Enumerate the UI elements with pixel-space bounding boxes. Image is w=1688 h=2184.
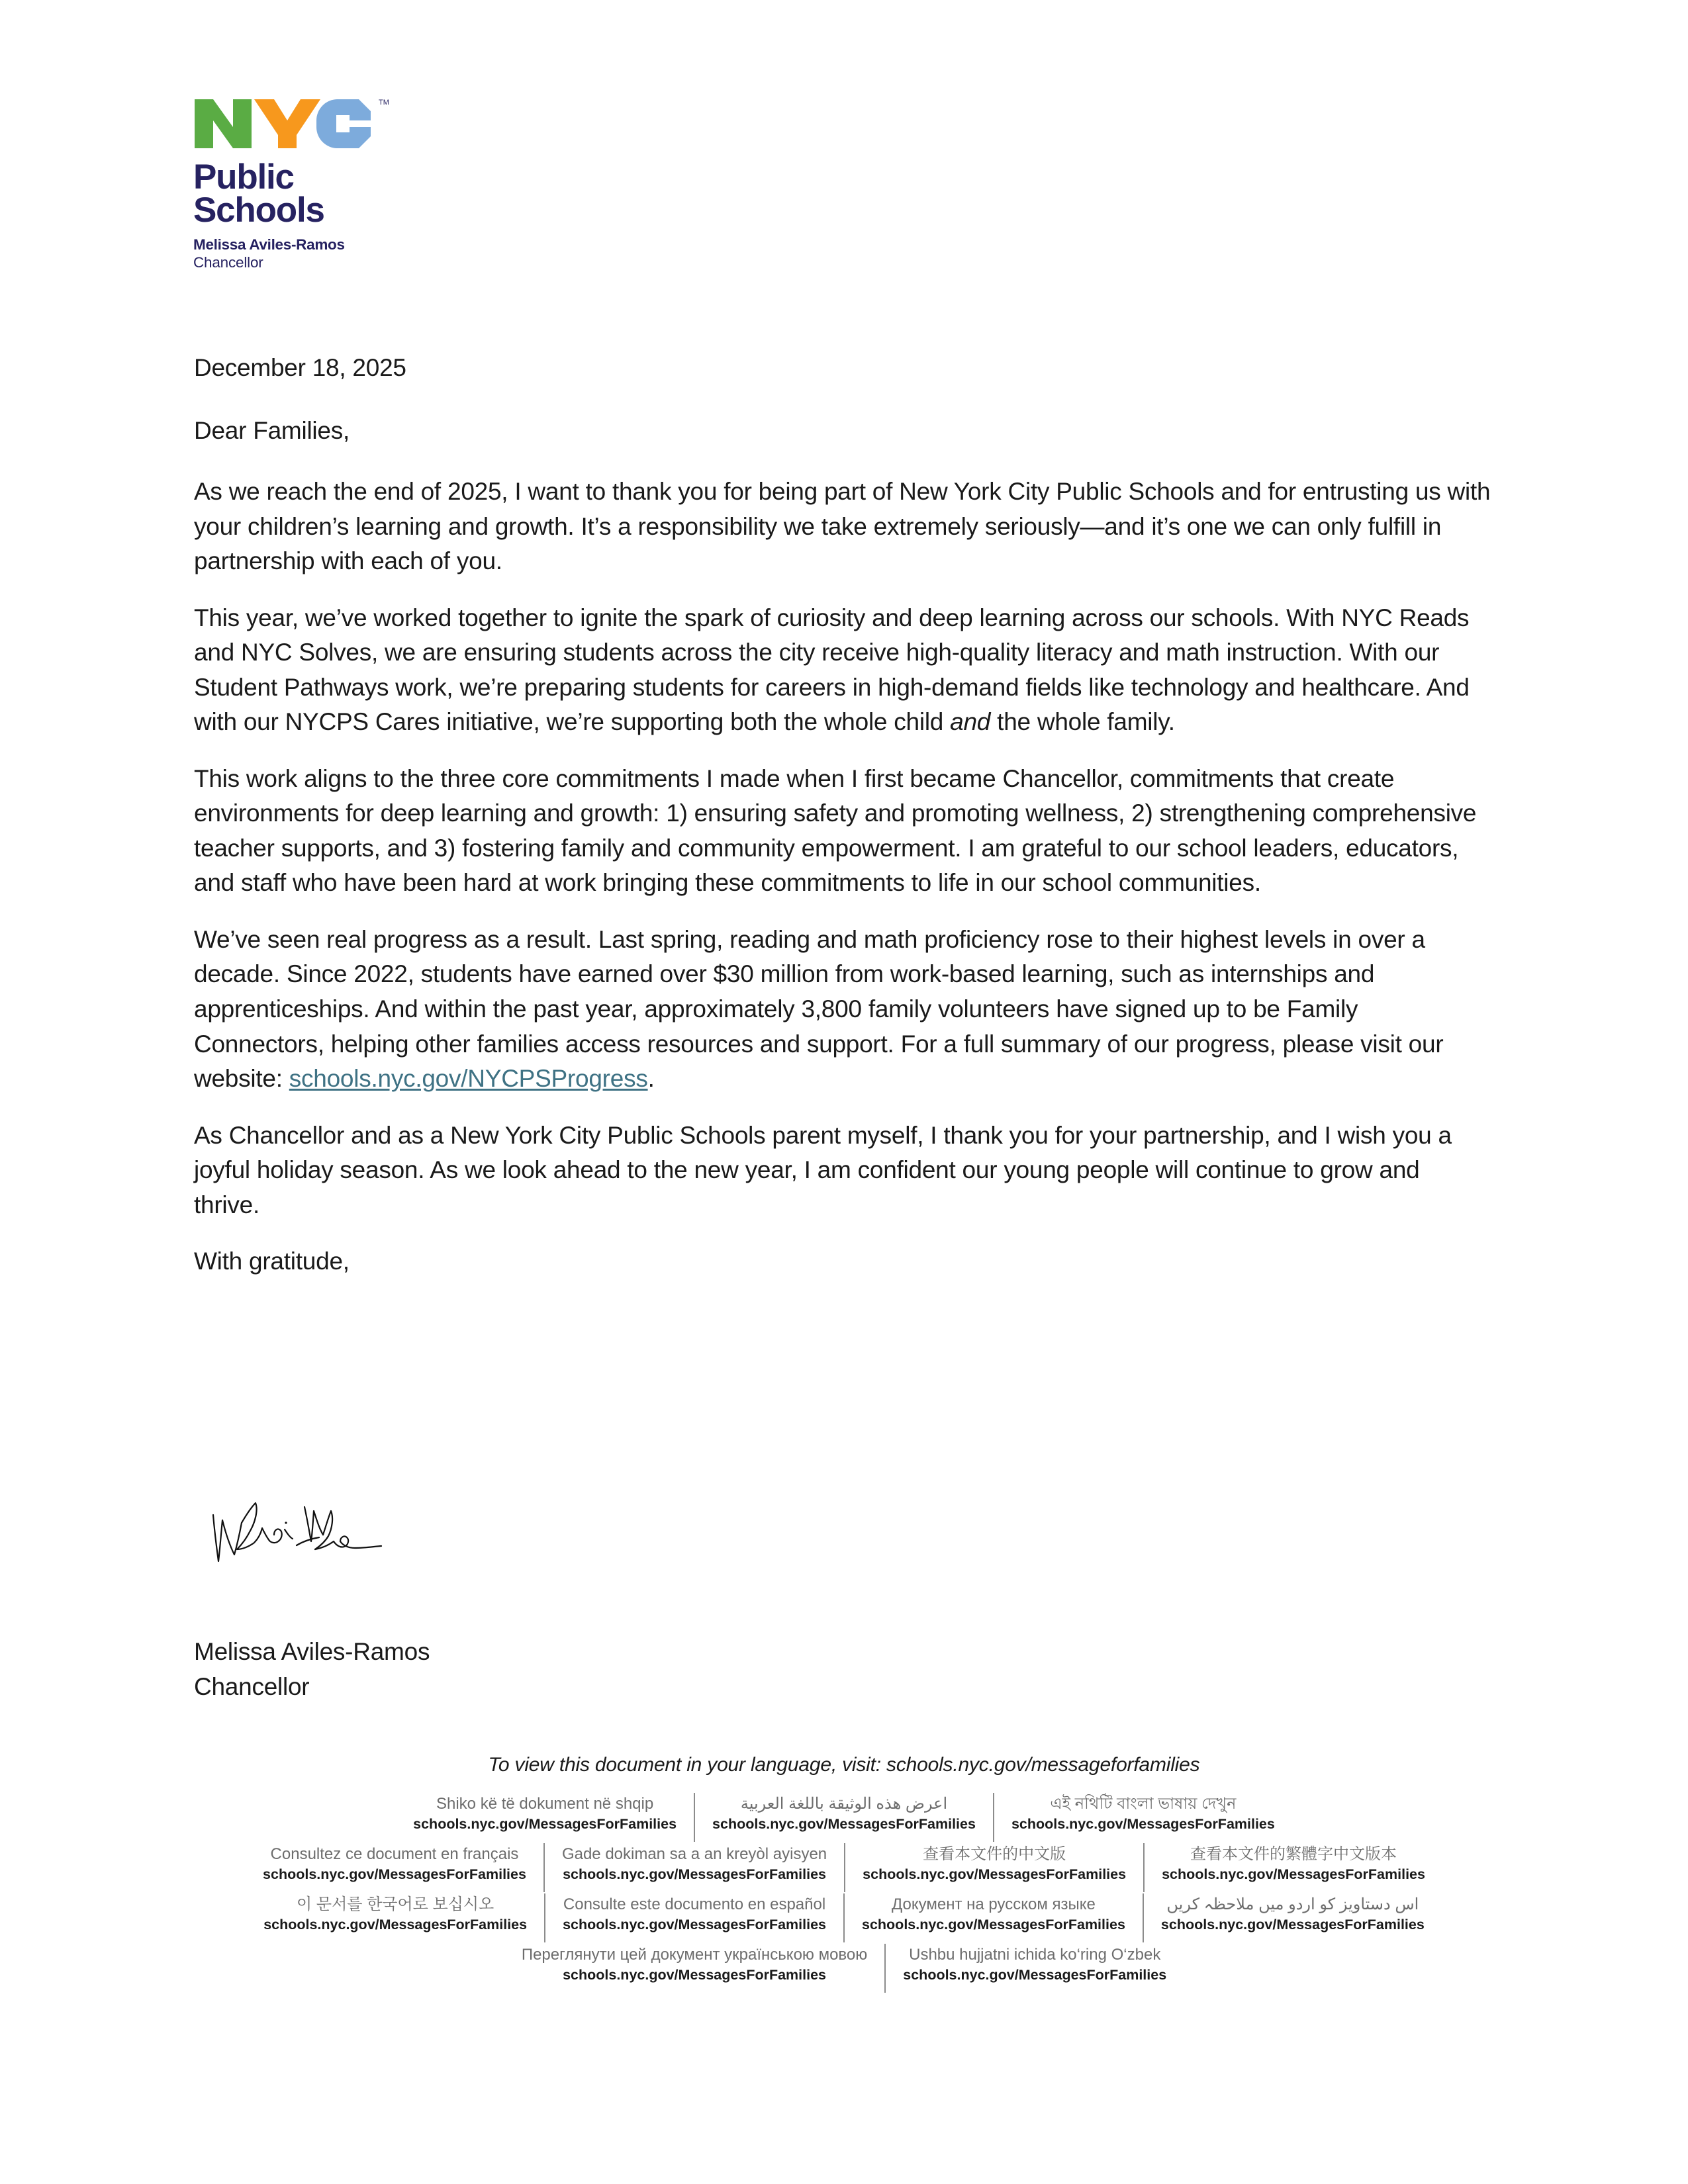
language-grid bbox=[0, 1793, 1688, 1993]
logo-chancellor-title: Chancellor bbox=[193, 253, 263, 271]
letter-salutation: Dear Families, bbox=[194, 416, 350, 444]
language-link-cell[interactable] bbox=[545, 1843, 845, 1892]
signature-block bbox=[194, 1635, 430, 1704]
translation-footer bbox=[0, 1754, 1688, 1994]
letter-paragraph-3: This work aligns to the three core commitments I made when I first became Chancellor, commitments that create environments for deep learning and growth: 1) ensuring safety and promoting wellness, 2) strengthening comprehensive teacher supports, and 3) fostering family and community empowerment. I am grateful to our school leaders, educators, and staff who have been hard at work bringing these commitments to life in our school communities. bbox=[194, 764, 1477, 897]
language-link-cell[interactable] bbox=[504, 1944, 886, 1993]
paragraph-4-text-b: . bbox=[647, 1065, 655, 1093]
language-row bbox=[0, 1944, 1688, 1993]
language-label: Переглянути цей документ українською мовою bbox=[521, 1946, 868, 1964]
language-url[interactable]: schools.nyc.gov/MessagesForFamilies bbox=[413, 1816, 677, 1832]
nycps-logo bbox=[193, 93, 412, 271]
language-link-cell[interactable] bbox=[845, 1843, 1145, 1892]
language-link-cell[interactable] bbox=[545, 1893, 845, 1942]
language-label: 이 문서를 한국어로 보십시오 bbox=[297, 1895, 494, 1913]
nycps-progress-link[interactable]: schools.nyc.gov/NYCPSProgress bbox=[289, 1065, 648, 1093]
paragraph-4-text-a: We’ve seen real progress as a result. Last spring, reading and math proficiency rose to their highest levels in over a decade. Since 2022, students have earned over $30 million from work-based learning, such as internships and apprenticeships. And within the past year, approximately 3,800 family volunteers have signed up to be Family Connectors, helping other families access resources and support. For a full summary of our progress, please visit our website: bbox=[194, 925, 1444, 1093]
signer-name: Melissa Aviles-Ramos bbox=[194, 1638, 430, 1665]
language-row bbox=[0, 1843, 1688, 1892]
letter-date: December 18, 2025 bbox=[194, 354, 406, 381]
logo-chancellor-name: Melissa Aviles-Ramos bbox=[193, 236, 345, 253]
language-row bbox=[0, 1793, 1688, 1842]
language-label: 查看本文件的繁體字中文版本 bbox=[1190, 1845, 1397, 1863]
language-link-cell[interactable] bbox=[1144, 1893, 1442, 1942]
language-url[interactable]: schools.nyc.gov/MessagesForFamilies bbox=[862, 1917, 1125, 1933]
language-row bbox=[0, 1893, 1688, 1942]
language-link-cell[interactable] bbox=[886, 1944, 1184, 1993]
language-label: Документ на русском языке bbox=[892, 1895, 1096, 1913]
language-link-cell[interactable] bbox=[396, 1793, 695, 1842]
language-url[interactable]: schools.nyc.gov/MessagesForFamilies bbox=[1160, 1917, 1425, 1933]
language-label: اعرض هذه الوثيقة باللغة العربية bbox=[740, 1795, 948, 1813]
language-link-cell[interactable] bbox=[994, 1793, 1292, 1842]
signature-image bbox=[205, 1492, 483, 1578]
logo-title bbox=[193, 158, 412, 230]
language-label: Consulte este documento en español bbox=[563, 1895, 826, 1913]
paragraph-2-emphasis: and bbox=[950, 708, 991, 736]
svg-text:TM: TM bbox=[379, 99, 389, 107]
language-label: Consultez ce document en français bbox=[270, 1845, 519, 1863]
language-url[interactable]: schools.nyc.gov/MessagesForFamilies bbox=[563, 1866, 826, 1882]
letter-paragraph-4 bbox=[194, 923, 1491, 1097]
language-url[interactable]: schools.nyc.gov/MessagesForFamilies bbox=[1011, 1816, 1275, 1832]
language-link-cell[interactable] bbox=[1145, 1843, 1442, 1892]
language-url[interactable]: schools.nyc.gov/MessagesForFamilies bbox=[263, 1866, 526, 1882]
language-label: Gade dokiman sa a an kreyòl ayisyen bbox=[561, 1845, 827, 1863]
language-url[interactable]: schools.nyc.gov/MessagesForFamilies bbox=[1162, 1866, 1425, 1882]
logo-title-line1: Public bbox=[193, 158, 294, 197]
language-link-cell[interactable] bbox=[695, 1793, 994, 1842]
paragraph-2-text-a: This year, we’ve worked together to ignite the spark of curiosity and deep learning across our schools. With NYC Reads and NYC Solves, we are ensuring students across the city receive high-quality literacy and math instruction. With our Student Pathways work, we’re preparing students for careers in high-demand fields like technology and healthcare. And with our NYCPS Cares initiative, we’re supporting both the whole child bbox=[194, 604, 1470, 736]
signer-title: Chancellor bbox=[194, 1672, 310, 1700]
letter-paragraph-1: As we reach the end of 2025, I want to thank you for being part of New York City Public Schools and for entrusting us with your children’s learning and growth. It’s a responsibility we take extremely seriously—and it’s one we can only fulfill in partnership with each of you. bbox=[194, 478, 1491, 575]
letter-paragraph-5: As Chancellor and as a New York City Public Schools parent myself, I thank you for your partnership, and I wish you a joyful holiday season. As we look ahead to the new year, I am confident our young people will continue to grow and thrive. bbox=[194, 1121, 1452, 1218]
language-url[interactable]: schools.nyc.gov/MessagesForFamilies bbox=[903, 1967, 1167, 1983]
language-link-cell[interactable] bbox=[845, 1893, 1144, 1942]
language-label: এই নথিটি বাংলা ভাষায় দেখুন bbox=[1050, 1795, 1237, 1813]
language-label: 查看本文件的中文版 bbox=[923, 1845, 1066, 1863]
language-url[interactable]: schools.nyc.gov/MessagesForFamilies bbox=[263, 1917, 528, 1933]
nyc-wordmark-icon bbox=[193, 93, 392, 156]
language-link-cell[interactable] bbox=[246, 1843, 545, 1892]
language-url[interactable]: schools.nyc.gov/MessagesForFamilies bbox=[563, 1917, 826, 1933]
footer-heading: To view this document in your language, visit: schools.nyc.gov/messageforfamilies bbox=[488, 1754, 1200, 1776]
language-url[interactable]: schools.nyc.gov/MessagesForFamilies bbox=[863, 1866, 1127, 1882]
letter-paragraph-2 bbox=[194, 601, 1491, 740]
language-url[interactable]: schools.nyc.gov/MessagesForFamilies bbox=[712, 1816, 976, 1832]
letter-closing: With gratitude, bbox=[194, 1248, 350, 1275]
language-label: Shiko kë të dokument në shqip bbox=[436, 1795, 654, 1813]
language-label: اس دستاویز کو اردو میں ملاحظہ کریں bbox=[1166, 1895, 1419, 1913]
language-url[interactable]: schools.nyc.gov/MessagesForFamilies bbox=[563, 1967, 826, 1983]
letter-body bbox=[194, 351, 1491, 1279]
language-link-cell[interactable] bbox=[246, 1893, 545, 1942]
language-label: Ushbu hujjatni ichida ko‘ring O‘zbek bbox=[909, 1946, 1161, 1964]
logo-title-line2: Schools bbox=[193, 190, 324, 230]
paragraph-2-text-b: the whole family. bbox=[990, 708, 1175, 736]
